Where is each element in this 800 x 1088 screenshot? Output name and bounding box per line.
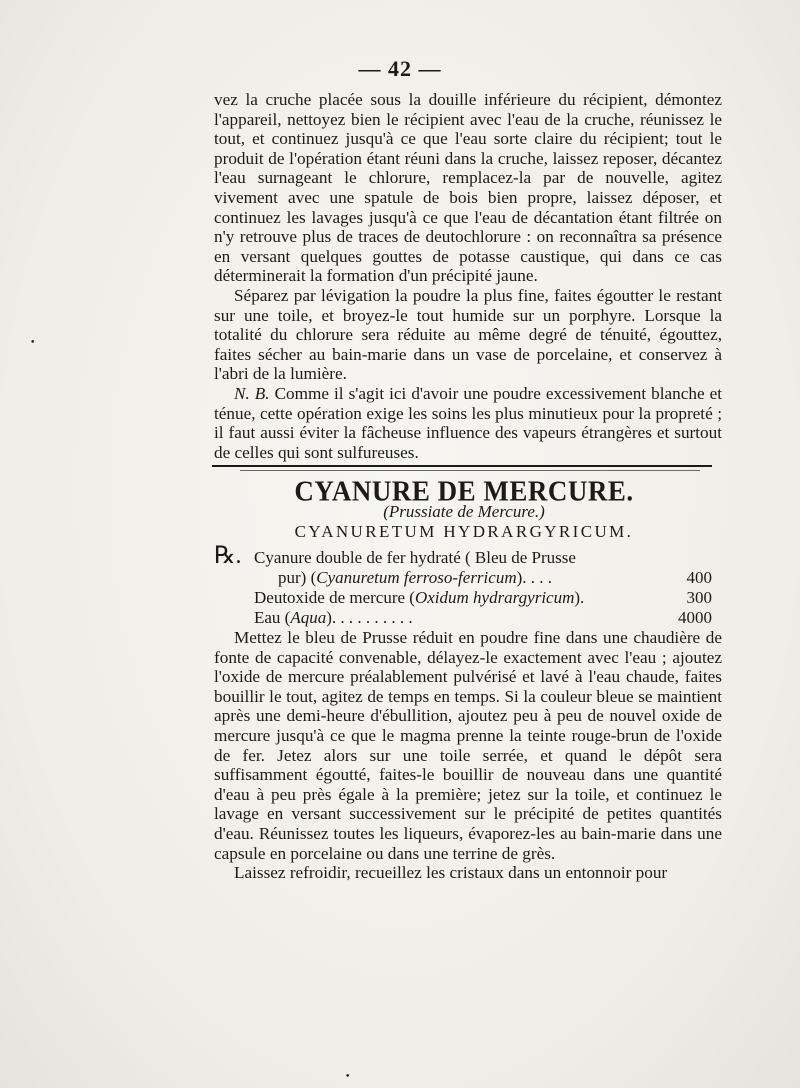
ingredient-2-suffix: ).: [574, 588, 585, 607]
ingredient-1-quantity: 400: [686, 568, 712, 587]
ingredient-3-latin: Aqua: [290, 608, 327, 627]
nota-bene-label: N. B.: [234, 383, 270, 403]
ingredient-3-suffix: ). . . . . . . . . .: [326, 608, 413, 627]
ingredient-1-prefix: pur) (: [278, 568, 317, 587]
page-number: — 42 —: [358, 56, 442, 81]
ingredient-1-latin: Cyanuretum ferroso-ferricum: [316, 568, 517, 587]
recipe-row-2: [214, 568, 722, 588]
lower-text-block: [214, 628, 722, 883]
ingredient-1-line-2: [278, 568, 552, 588]
ingredient-2-prefix: Deutoxide de mercure (: [254, 588, 415, 607]
top-paragraph: vez la cruche placée sous la douille inférieure du récipient, démontez l'appareil, nettoyez bien le récipient avec l'eau de la cruche, réunissez le tout, et continuez jusqu'à ce que l'eau sorte claire du récipient; tout le produit de l'opération étant réuni dans la cruche, laissez reposer, décantez l'eau surnageant le chlorure, remplacez-la par de nouvelle, agitez vivement avec une spatule de bois bien propre, laissez déposer, et continuez les lavages jusqu'à ce que l'eau de décantation étant filtrée on n'y retrouve plus de traces de deutochlorure : on reconnaîtra sa présence en versant quelques gouttes de potasse caustique, qui dans ce cas déterminerait la formation d'un précipité jaune.: [214, 90, 722, 286]
recipe-symbol: ℞.: [214, 543, 242, 569]
ingredient-3-quantity: 4000: [678, 608, 712, 627]
margin-speck: •: [30, 338, 36, 348]
ingredient-3: [254, 608, 413, 628]
recipe-row-3: [214, 588, 722, 608]
section-subtitle: (Prussiate de Mercure.): [383, 502, 545, 521]
nota-bene-text: Comme il s'agit ici d'avoir une poudre excessivement blanche et ténue, cette opération exige les soins les plus minutieux pour la propreté ; il faut aussi éviter la fâcheuse influence des vapeurs étrangères et surtout de celles qui sont sulfureuses.: [214, 383, 722, 462]
levigation-paragraph: Séparez par lévigation la poudre la plus fine, faites égoutter le restant sur une toile, et broyez-le tout humide sur un porphyre. Lorsque la totalité du chlorure sera réduite au même degré de ténuité, égouttez, faites sécher au bain-marie dans un vase de porcelaine, et conservez à l'abri de la lumière.: [214, 285, 722, 384]
recipe-row-4: [214, 608, 722, 628]
recipe-row-1: [214, 543, 722, 569]
section-divider: [212, 465, 712, 467]
ingredient-2-latin: Oxidum hydrargyricum: [414, 588, 575, 607]
ingredient-2-quantity: 300: [686, 588, 712, 607]
nota-bene-paragraph: [214, 384, 722, 462]
section-divider-thin: [240, 470, 700, 471]
ingredient-1-line-1: Cyanure double de fer hydraté ( Bleu de Prusse: [254, 548, 576, 567]
ingredient-1-suffix: ). . . .: [516, 568, 553, 587]
ingredient-2: [254, 588, 584, 608]
recipe-list: [214, 543, 722, 628]
ingredient-3-prefix: Eau (: [254, 608, 291, 627]
upper-text-block: [214, 90, 722, 462]
bottom-speck: •: [345, 1072, 351, 1082]
section-latin-name: CYANURETUM HYDRARGYRICUM.: [294, 522, 634, 541]
method-paragraph: Mettez le bleu de Prusse réduit en poudre fine dans une chaudière de fonte de capacité convenable, délayez-le exactement avec l'eau ; ajoutez l'oxide de mercure préalablement pulvérisé et lavé à l'eau chaude, faites bouillir le tout, agitez de temps en temps. Si la couleur bleue se maintient après une demi-heure d'ébullition, ajoutez peu à peu de nouvel oxide de mercure jusqu'à ce que le magma prenne la teinte rouge-brun de l'oxide de fer. Jetez alors sur une toile serrée, et quand le dépôt sera suffisamment égoutté, faites-le bouillir de nouveau dans une quantité d'eau à peu près égale à la première; jetez sur la toile, et continuez le lavage en versant successivement sur le précipité de petites quantités d'eau. Réunissez toutes les liqueurs, évaporez-les au bain-marie dans une capsule en porcelaine ou dans une terrine de grès.: [214, 628, 722, 863]
cooling-paragraph: Laissez refroidir, recueillez les cristaux dans un entonnoir pour: [234, 863, 668, 883]
section-title: CYANURE DE MERCURE.: [294, 475, 634, 507]
